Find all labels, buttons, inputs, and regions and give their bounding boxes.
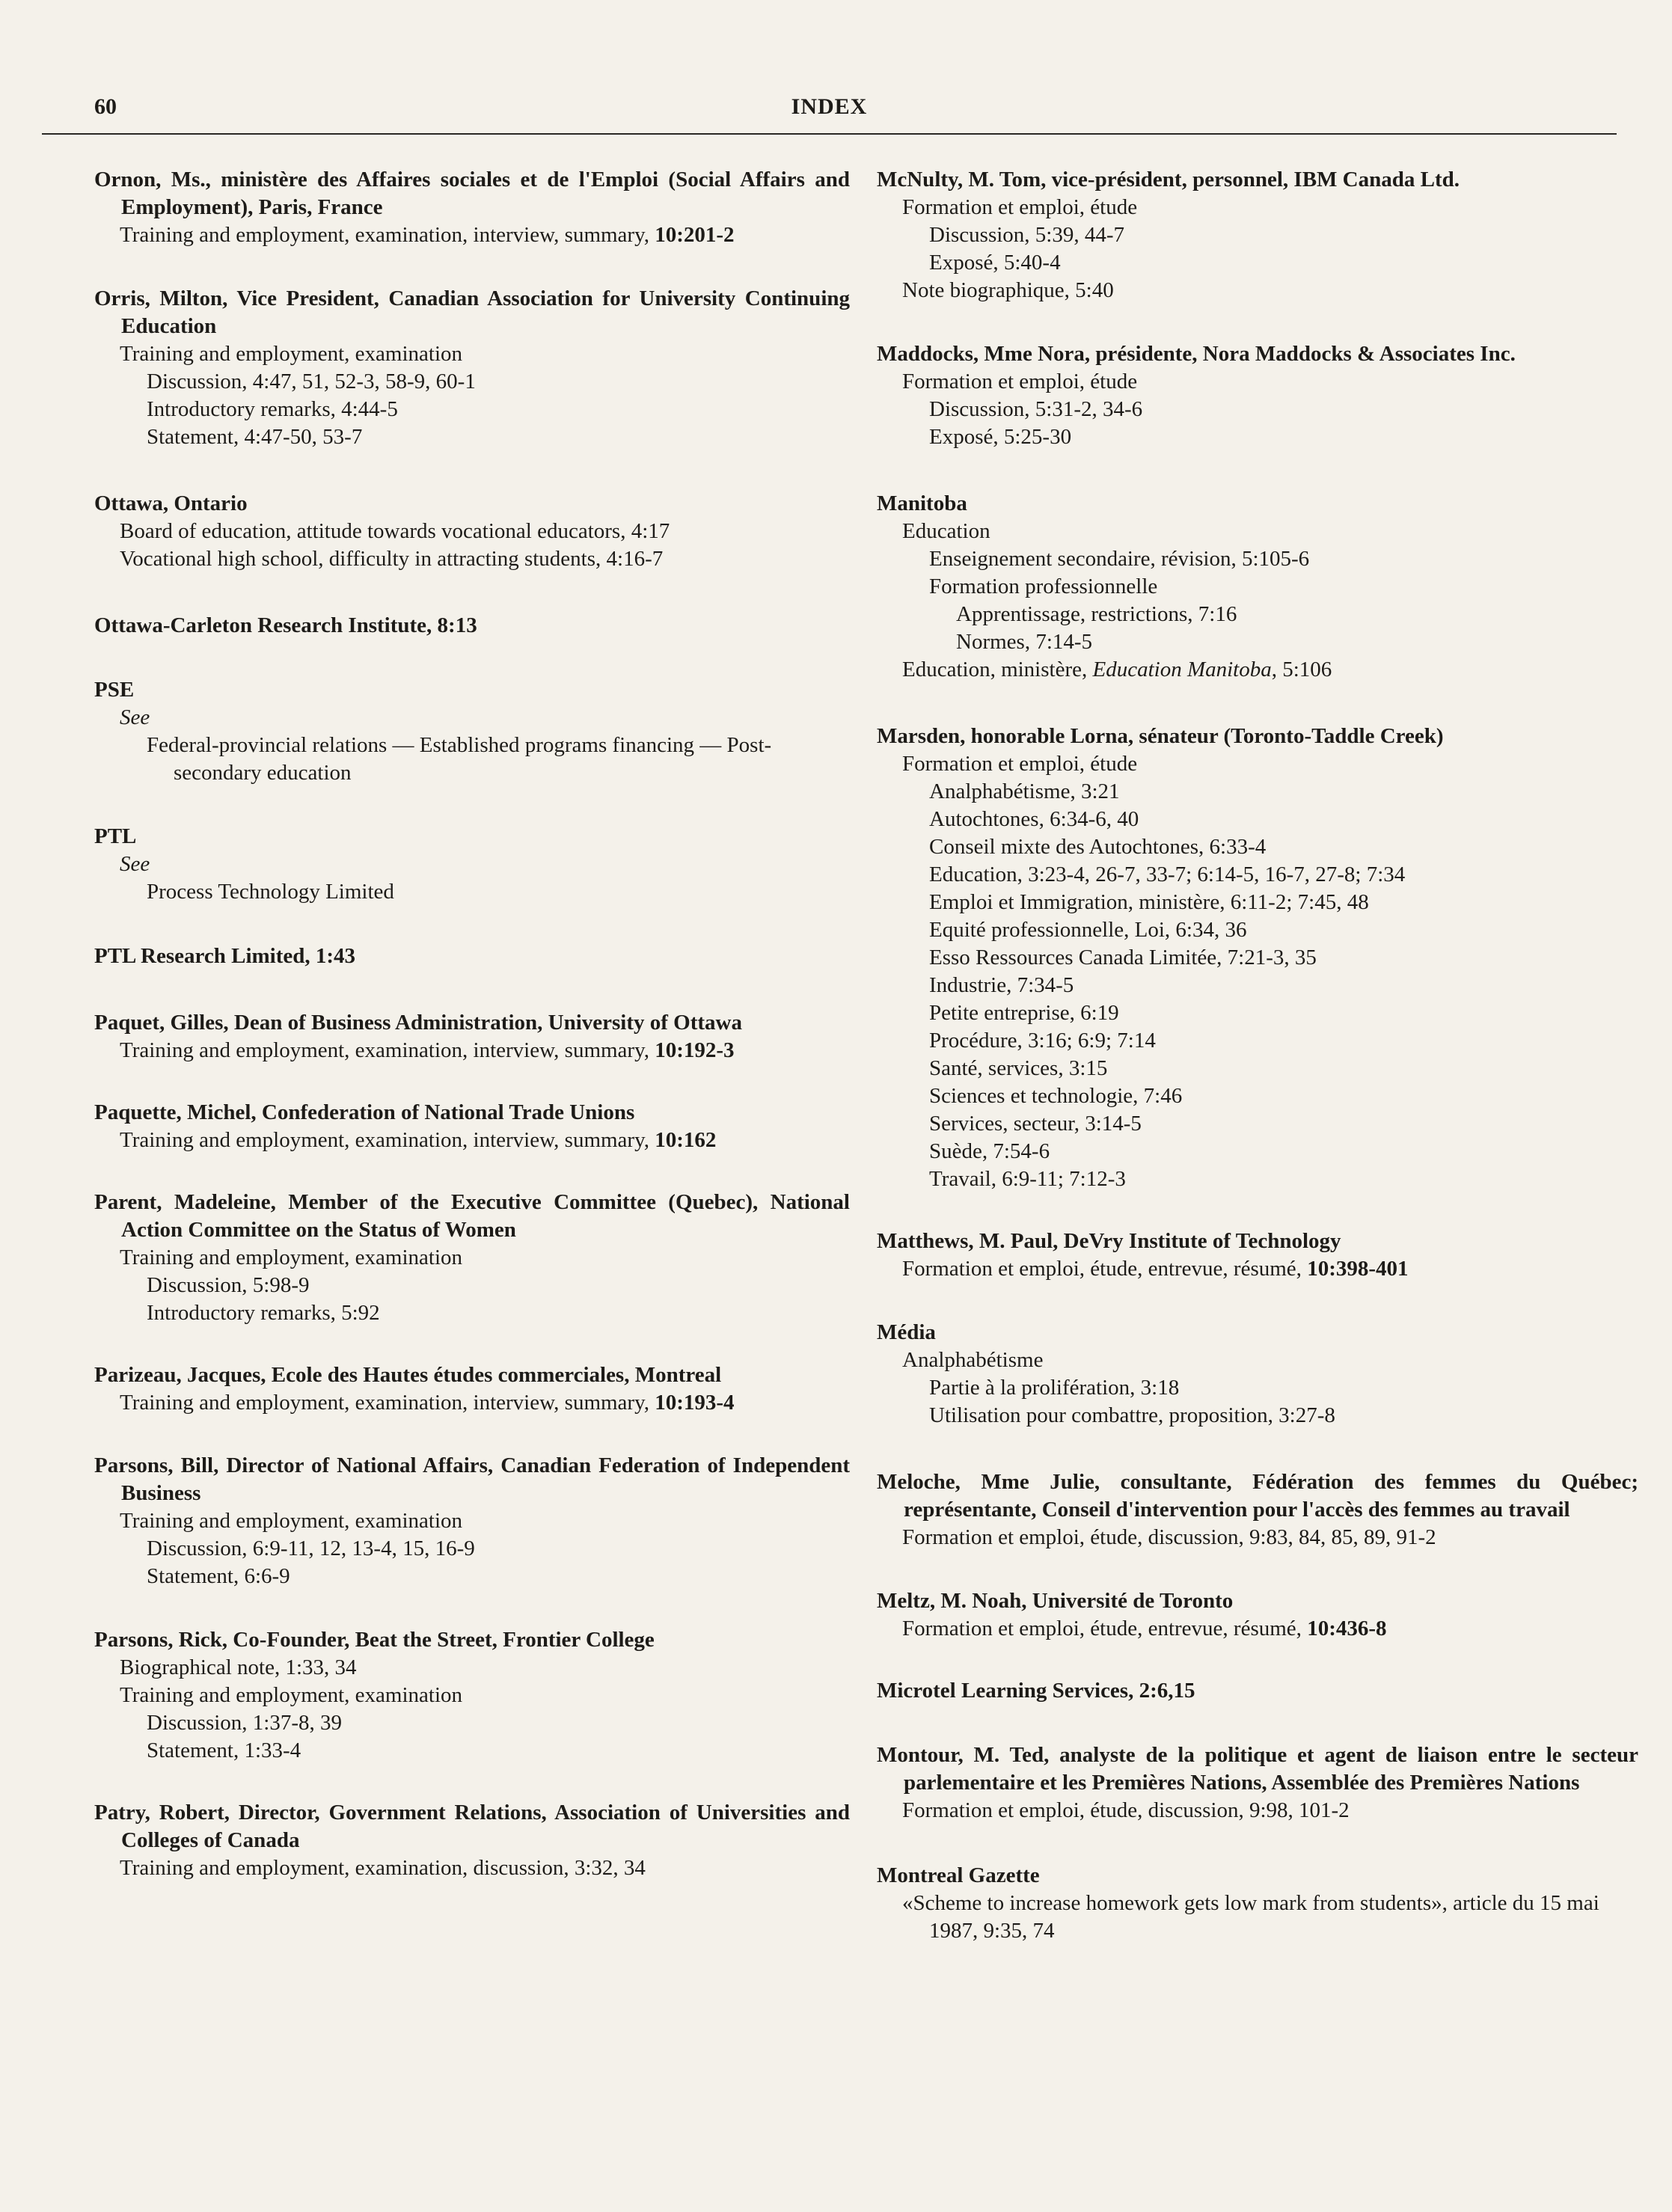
- subline-text: Travail, 6:9-11; 7:12-3: [929, 1167, 1126, 1191]
- page-number: 60: [94, 94, 117, 119]
- left-column: [94, 166, 850, 1882]
- entry-subline: [94, 1737, 850, 1765]
- subline-text: Statement, 6:6-9: [147, 1564, 290, 1588]
- entry-subline: [94, 545, 850, 573]
- subline-text: Statement, 4:47-50, 53-7: [147, 425, 363, 449]
- subline-text: Formation et emploi, étude: [902, 752, 1138, 776]
- entry-subline: [877, 778, 1638, 806]
- entry-subline: [94, 396, 850, 423]
- index-entry: [877, 166, 1638, 304]
- subline-text: Santé, services, 3:15: [929, 1056, 1108, 1080]
- index-entry: [94, 490, 850, 573]
- subline-text: Esso Ressources Canada Limitée, 7:21-3, 35: [929, 946, 1317, 969]
- entry-heading: PTL Research Limited, 1:43: [94, 944, 356, 968]
- subline-text: Statement, 1:33-4: [147, 1738, 301, 1762]
- entry-heading: Manitoba: [877, 491, 967, 515]
- entry-subline: [877, 861, 1638, 889]
- entry-subline: [877, 249, 1638, 277]
- subline-reference: 10:436-8: [1307, 1617, 1387, 1640]
- subline-text: Note biographique, 5:40: [902, 278, 1114, 302]
- entry-subline: [877, 423, 1638, 451]
- subline-text: Training and employment, examination, interview, summary,: [120, 1128, 655, 1152]
- index-entry: [877, 1468, 1638, 1551]
- index-entry: [94, 1009, 850, 1064]
- entry-subline: [877, 750, 1638, 778]
- entry-subline: [877, 1138, 1638, 1165]
- entry-heading: Parsons, Rick, Co-Founder, Beat the Street, Frontier College: [94, 1628, 655, 1652]
- subline-text: Apprentissage, restrictions, 7:16: [956, 602, 1237, 626]
- subline-text: Discussion, 4:47, 51, 52-3, 58-9, 60-1: [147, 370, 476, 393]
- subline-text: See: [120, 852, 150, 876]
- entry-heading: PTL: [94, 824, 137, 848]
- entry-subline: [877, 916, 1638, 944]
- entry-subline: [877, 944, 1638, 972]
- subline-text: Formation et emploi, étude, entrevue, résumé,: [902, 1257, 1308, 1281]
- subline-text: Formation et emploi, étude: [902, 195, 1138, 219]
- subline-text: Formation et emploi, étude: [902, 370, 1138, 393]
- entry-heading: Paquet, Gilles, Dean of Business Administration, University of Ottawa: [94, 1011, 742, 1035]
- entry-subline: [877, 1890, 1638, 1945]
- entry-heading: Patry, Robert, Director, Government Relations, Association of Universities and Colleges of Canada: [94, 1801, 850, 1852]
- entry-heading: Orris, Milton, Vice President, Canadian Association for University Continuing Education: [94, 287, 850, 338]
- subline-text: Training and employment, examination: [120, 1509, 463, 1533]
- entry-subline: [877, 806, 1638, 833]
- subline-text: Training and employment, examination: [120, 1246, 463, 1269]
- entry-heading: Ornon, Ms., ministère des Affaires sociales et de l'Emploi (Social Affairs and Employment), Paris, France: [94, 168, 850, 219]
- entry-subline: [94, 221, 850, 249]
- index-entry: [94, 1099, 850, 1154]
- subline-text: Equité professionnelle, Loi, 6:34, 36: [929, 918, 1247, 942]
- entry-subline: [877, 1374, 1638, 1402]
- subline-text: Training and employment, examination: [120, 1683, 463, 1707]
- entry-subline: [94, 878, 850, 906]
- index-entry: [877, 340, 1638, 451]
- entry-heading: Média: [877, 1320, 936, 1344]
- entry-subline: [877, 889, 1638, 916]
- entry-subline: [877, 1255, 1638, 1283]
- entry-subline: [94, 368, 850, 396]
- entry-heading: Montreal Gazette: [877, 1863, 1040, 1887]
- subline-text: Procédure, 3:16; 6:9; 7:14: [929, 1029, 1156, 1053]
- subline-text: Education, ministère,: [902, 658, 1093, 681]
- index-entry: [877, 1677, 1638, 1705]
- subline-text: Conseil mixte des Autochtones, 6:33-4: [929, 835, 1267, 859]
- subline-reference: 10:192-3: [655, 1038, 735, 1062]
- subline-text: Services, secteur, 3:14-5: [929, 1112, 1142, 1136]
- entry-subline: [94, 340, 850, 368]
- entry-subline: [877, 221, 1638, 249]
- entry-subline: [94, 518, 850, 545]
- index-entry: [94, 1799, 850, 1882]
- entry-subline: [94, 1244, 850, 1272]
- entry-subline: [94, 732, 850, 787]
- entry-subline: [94, 1127, 850, 1154]
- entry-subline: [877, 1615, 1638, 1643]
- subline-text: Process Technology Limited: [147, 880, 394, 904]
- entry-heading: Marsden, honorable Lorna, sénateur (Toronto-Taddle Creek): [877, 724, 1444, 748]
- index-entry: [877, 1319, 1638, 1430]
- entry-subline: [94, 1563, 850, 1590]
- index-entry: [94, 1626, 850, 1765]
- subline-text: Introductory remarks, 4:44-5: [147, 397, 398, 421]
- subline-text: Training and employment, examination, interview, summary,: [120, 223, 655, 247]
- entry-subline: [94, 1037, 850, 1064]
- index-entry: [877, 490, 1638, 684]
- entry-heading: Maddocks, Mme Nora, présidente, Nora Maddocks & Associates Inc.: [877, 342, 1516, 366]
- entry-subline: [94, 423, 850, 451]
- subline-text: See: [120, 705, 150, 729]
- entry-heading: Matthews, M. Paul, DeVry Institute of Technology: [877, 1229, 1341, 1253]
- entry-heading: McNulty, M. Tom, vice-président, personnel, IBM Canada Ltd.: [877, 168, 1460, 192]
- entry-subline: [877, 1165, 1638, 1193]
- entry-heading: PSE: [94, 678, 135, 702]
- subline-reference: 10:193-4: [655, 1391, 735, 1415]
- subline-text: Petite entreprise, 6:19: [929, 1001, 1119, 1025]
- entry-heading: Montour, M. Ted, analyste de la politique et agent de liaison entre le secteur parlementaire et les Premières Nations, Assemblée des Premières Nations: [877, 1743, 1638, 1795]
- index-entry: [877, 1862, 1638, 1945]
- entry-heading: Meltz, M. Noah, Université de Toronto: [877, 1589, 1234, 1613]
- subline-text: Suède, 7:54-6: [929, 1139, 1050, 1163]
- subline-text: Partie à la prolifération, 3:18: [929, 1376, 1180, 1400]
- index-entry: [877, 1741, 1638, 1825]
- entry-subline: [94, 1854, 850, 1882]
- entry-heading: Parsons, Bill, Director of National Affairs, Canadian Federation of Independent Business: [94, 1453, 850, 1505]
- entry-subline: [877, 518, 1638, 545]
- subline-reference: 10:162: [655, 1128, 717, 1152]
- entry-subline: [877, 1402, 1638, 1430]
- entry-heading: Ottawa-Carleton Research Institute, 8:13: [94, 613, 477, 637]
- subline-text: Education, 3:23-4, 26-7, 33-7; 6:14-5, 16-7, 27-8; 7:34: [929, 863, 1406, 886]
- subline-text: Discussion, 5:39, 44-7: [929, 223, 1124, 247]
- subline-text: Biographical note, 1:33, 34: [120, 1655, 357, 1679]
- subline-text: Analphabétisme, 3:21: [929, 779, 1120, 803]
- entry-subline: [877, 1027, 1638, 1055]
- index-entry: [94, 823, 850, 906]
- entry-subline: [94, 1299, 850, 1327]
- subline-text: Utilisation pour combattre, proposition, 3:27-8: [929, 1403, 1335, 1427]
- entry-subline: [94, 1507, 850, 1535]
- index-entry: [94, 612, 850, 640]
- subline-text: Discussion, 5:31-2, 34-6: [929, 397, 1143, 421]
- entry-subline: [94, 704, 850, 732]
- entry-subline: [877, 1082, 1638, 1110]
- index-entry: [94, 676, 850, 787]
- entry-subline: [877, 1110, 1638, 1138]
- entry-subline: [877, 1346, 1638, 1374]
- index-entry: [877, 723, 1638, 1193]
- subline-text: Exposé, 5:25-30: [929, 425, 1072, 449]
- subline-text: Formation professionnelle: [929, 575, 1158, 598]
- entry-subline: [877, 972, 1638, 999]
- index-entry: [94, 1361, 850, 1417]
- entry-subline: [877, 628, 1638, 656]
- subline-text: Normes, 7:14-5: [956, 630, 1093, 654]
- entry-subline: [877, 833, 1638, 861]
- subline-text: Enseignement secondaire, révision, 5:105-6: [929, 547, 1310, 571]
- entry-subline: [877, 573, 1638, 601]
- index-entry: [94, 1189, 850, 1327]
- subline-text: Introductory remarks, 5:92: [147, 1301, 380, 1325]
- subline-text: Discussion, 1:37-8, 39: [147, 1711, 342, 1735]
- subline-text: Education: [902, 519, 990, 543]
- index-entry: [877, 1228, 1638, 1283]
- subline-reference: 10:201-2: [655, 223, 735, 247]
- entry-subline: [877, 601, 1638, 628]
- subline-text: Industrie, 7:34-5: [929, 973, 1074, 997]
- subline-text: Formation et emploi, étude, discussion, 9:98, 101-2: [902, 1798, 1350, 1822]
- subline-text: Discussion, 6:9-11, 12, 13-4, 15, 16-9: [147, 1537, 475, 1560]
- index-entry: [94, 943, 850, 970]
- right-column: [877, 166, 1638, 1945]
- index-entry: [94, 166, 850, 249]
- entry-subline: [94, 1272, 850, 1299]
- subline-text: Emploi et Immigration, ministère, 6:11-2; 7:45, 48: [929, 890, 1369, 914]
- subline-reference: 10:398-401: [1307, 1257, 1409, 1281]
- subline-text: Exposé, 5:40-4: [929, 251, 1061, 275]
- entry-subline: [94, 1389, 850, 1417]
- subline-text: Board of education, attitude towards vocational educators, 4:17: [120, 519, 670, 543]
- subline-title: Education Manitoba: [1092, 658, 1272, 681]
- subline-text: Autochtones, 6:34-6, 40: [929, 807, 1139, 831]
- entry-subline: [94, 1682, 850, 1709]
- index-entry: [94, 1452, 850, 1590]
- subline-text: Formation et emploi, étude, entrevue, résumé,: [902, 1617, 1308, 1640]
- entry-subline: [877, 396, 1638, 423]
- entry-subline: [877, 368, 1638, 396]
- entry-subline: [94, 1709, 850, 1737]
- entry-subline: [94, 1654, 850, 1682]
- entry-heading: Paquette, Michel, Confederation of National Trade Unions: [94, 1100, 635, 1124]
- entry-subline: [877, 1524, 1638, 1551]
- page-header: [42, 91, 1617, 135]
- index-entry: [877, 1587, 1638, 1643]
- subline-text: «Scheme to increase homework gets low mark from students», article du 15 mai 1987, 9:35, 74: [902, 1891, 1599, 1943]
- entry-heading: Parizeau, Jacques, Ecole des Hautes études commerciales, Montreal: [94, 1363, 722, 1387]
- subline-text: Formation et emploi, étude, discussion, 9:83, 84, 85, 89, 91-2: [902, 1525, 1436, 1549]
- subline-text: Discussion, 5:98-9: [147, 1273, 310, 1297]
- subline-text: Training and employment, examination, discussion, 3:32, 34: [120, 1856, 646, 1880]
- subline-text: Training and employment, examination, interview, summary,: [120, 1038, 655, 1062]
- entry-subline: [877, 277, 1638, 304]
- subline-text: Analphabétisme: [902, 1348, 1044, 1372]
- subline-text: Vocational high school, difficulty in attracting students, 4:16-7: [120, 547, 664, 571]
- subline-text: Federal-provincial relations — Established programs financing — Post-secondary education: [147, 733, 772, 785]
- entry-heading: Meloche, Mme Julie, consultante, Fédération des femmes du Québec; représentante, Conseil d'intervention pour l'accès des femmes au travail: [877, 1470, 1638, 1522]
- entry-subline: [877, 194, 1638, 221]
- entry-subline: [877, 1055, 1638, 1082]
- page-title: INDEX: [791, 94, 868, 119]
- entry-heading: Parent, Madeleine, Member of the Executive Committee (Quebec), National Action Committee on the Status of Women: [94, 1190, 850, 1242]
- subline-text: Training and employment, examination: [120, 342, 463, 366]
- entry-subline: [877, 545, 1638, 573]
- index-entry: [94, 285, 850, 451]
- entry-heading: Ottawa, Ontario: [94, 491, 248, 515]
- subline-text-after: , 5:106: [1271, 658, 1332, 681]
- entry-subline: [94, 851, 850, 878]
- entry-subline: [877, 1797, 1638, 1825]
- entry-subline: [94, 1535, 850, 1563]
- subline-text: Training and employment, examination, interview, summary,: [120, 1391, 655, 1415]
- subline-text: Sciences et technologie, 7:46: [929, 1084, 1183, 1108]
- entry-heading: Microtel Learning Services, 2:6,15: [877, 1679, 1195, 1703]
- entry-subline: [877, 656, 1638, 684]
- entry-subline: [877, 999, 1638, 1027]
